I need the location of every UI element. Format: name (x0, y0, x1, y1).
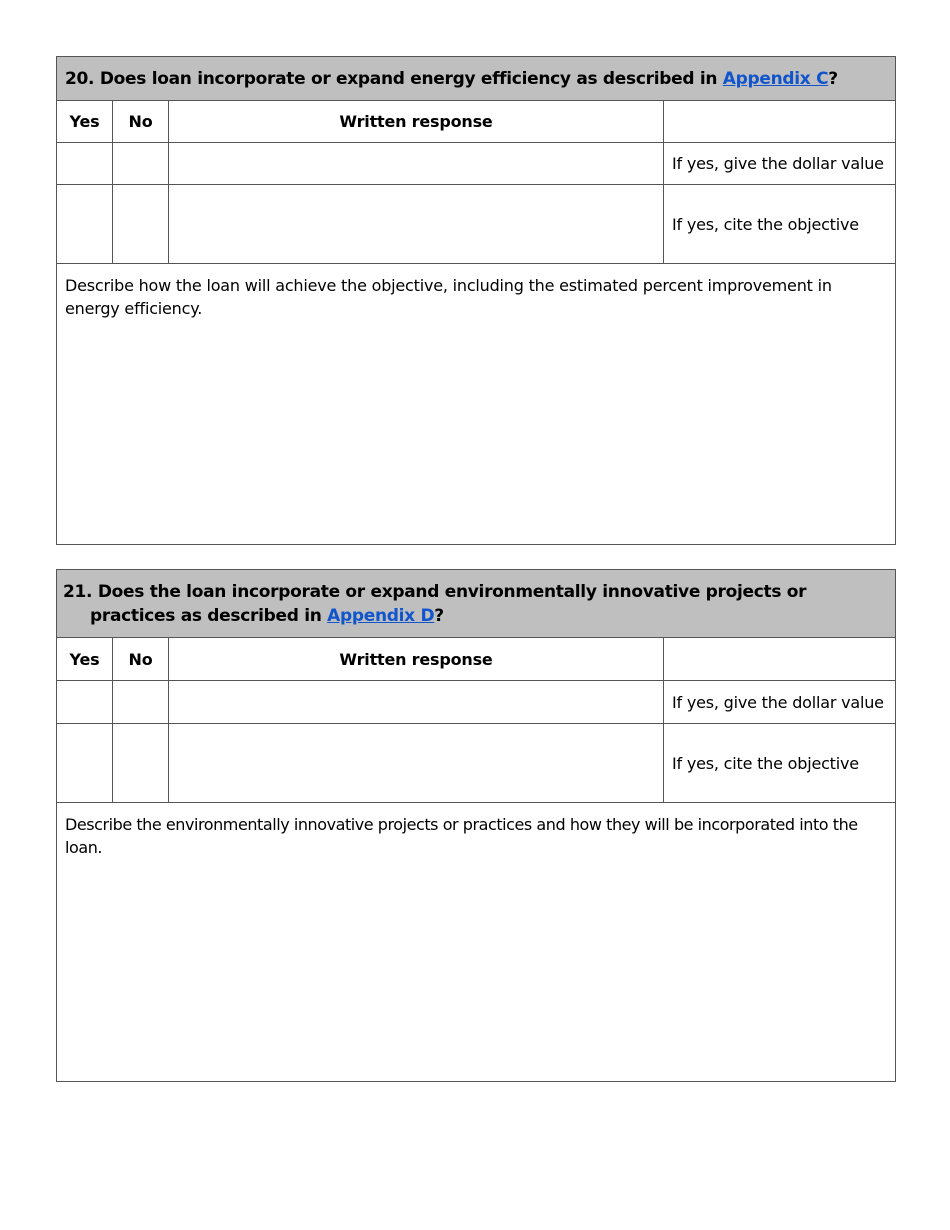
dollar-response-field[interactable] (169, 143, 664, 185)
dollar-value-label: If yes, give the dollar value (664, 681, 896, 724)
objective-no-cell[interactable] (113, 185, 169, 264)
objective-no-cell[interactable] (113, 724, 169, 803)
no-column-header: No (113, 638, 169, 681)
describe-prompt: Describe the environmentally innovative projects or practices and how they will be incorporated into the loan. (65, 815, 858, 857)
objective-label: If yes, cite the objective (664, 724, 896, 803)
appendix-c-link[interactable]: Appendix C (722, 68, 829, 89)
no-column-header: No (113, 101, 169, 143)
label-column-header (664, 101, 896, 143)
yes-column-header: Yes (57, 101, 113, 143)
yes-column-header: Yes (57, 638, 113, 681)
objective-yes-cell[interactable] (57, 724, 113, 803)
written-response-header: Written response (169, 638, 664, 681)
describe-prompt: Describe how the loan will achieve the objective, including the estimated percent improvement in energy efficiency. (65, 276, 832, 318)
question-21-table (56, 569, 896, 1082)
label-column-header (664, 638, 896, 681)
question-20-header (57, 57, 896, 101)
question-21-header (57, 570, 896, 638)
describe-field[interactable] (57, 803, 896, 1082)
dollar-response-field[interactable] (169, 681, 664, 724)
dollar-no-cell[interactable] (113, 681, 169, 724)
dollar-yes-cell[interactable] (57, 143, 113, 185)
dollar-yes-cell[interactable] (57, 681, 113, 724)
objective-label: If yes, cite the objective (664, 185, 896, 264)
describe-field[interactable] (57, 264, 896, 545)
question-20-table (56, 56, 896, 545)
question-20-text: 20. Does loan incorporate or expand energy efficiency as described in Appendix C? (65, 68, 838, 89)
question-21-text: 21. Does the loan incorporate or expand environmentally innovative projects or practices as described in Appendix D? (63, 581, 807, 626)
dollar-value-label: If yes, give the dollar value (664, 143, 896, 185)
dollar-no-cell[interactable] (113, 143, 169, 185)
objective-yes-cell[interactable] (57, 185, 113, 264)
objective-response-field[interactable] (169, 185, 664, 264)
appendix-d-link[interactable]: Appendix D (327, 605, 435, 626)
objective-response-field[interactable] (169, 724, 664, 803)
written-response-header: Written response (169, 101, 664, 143)
